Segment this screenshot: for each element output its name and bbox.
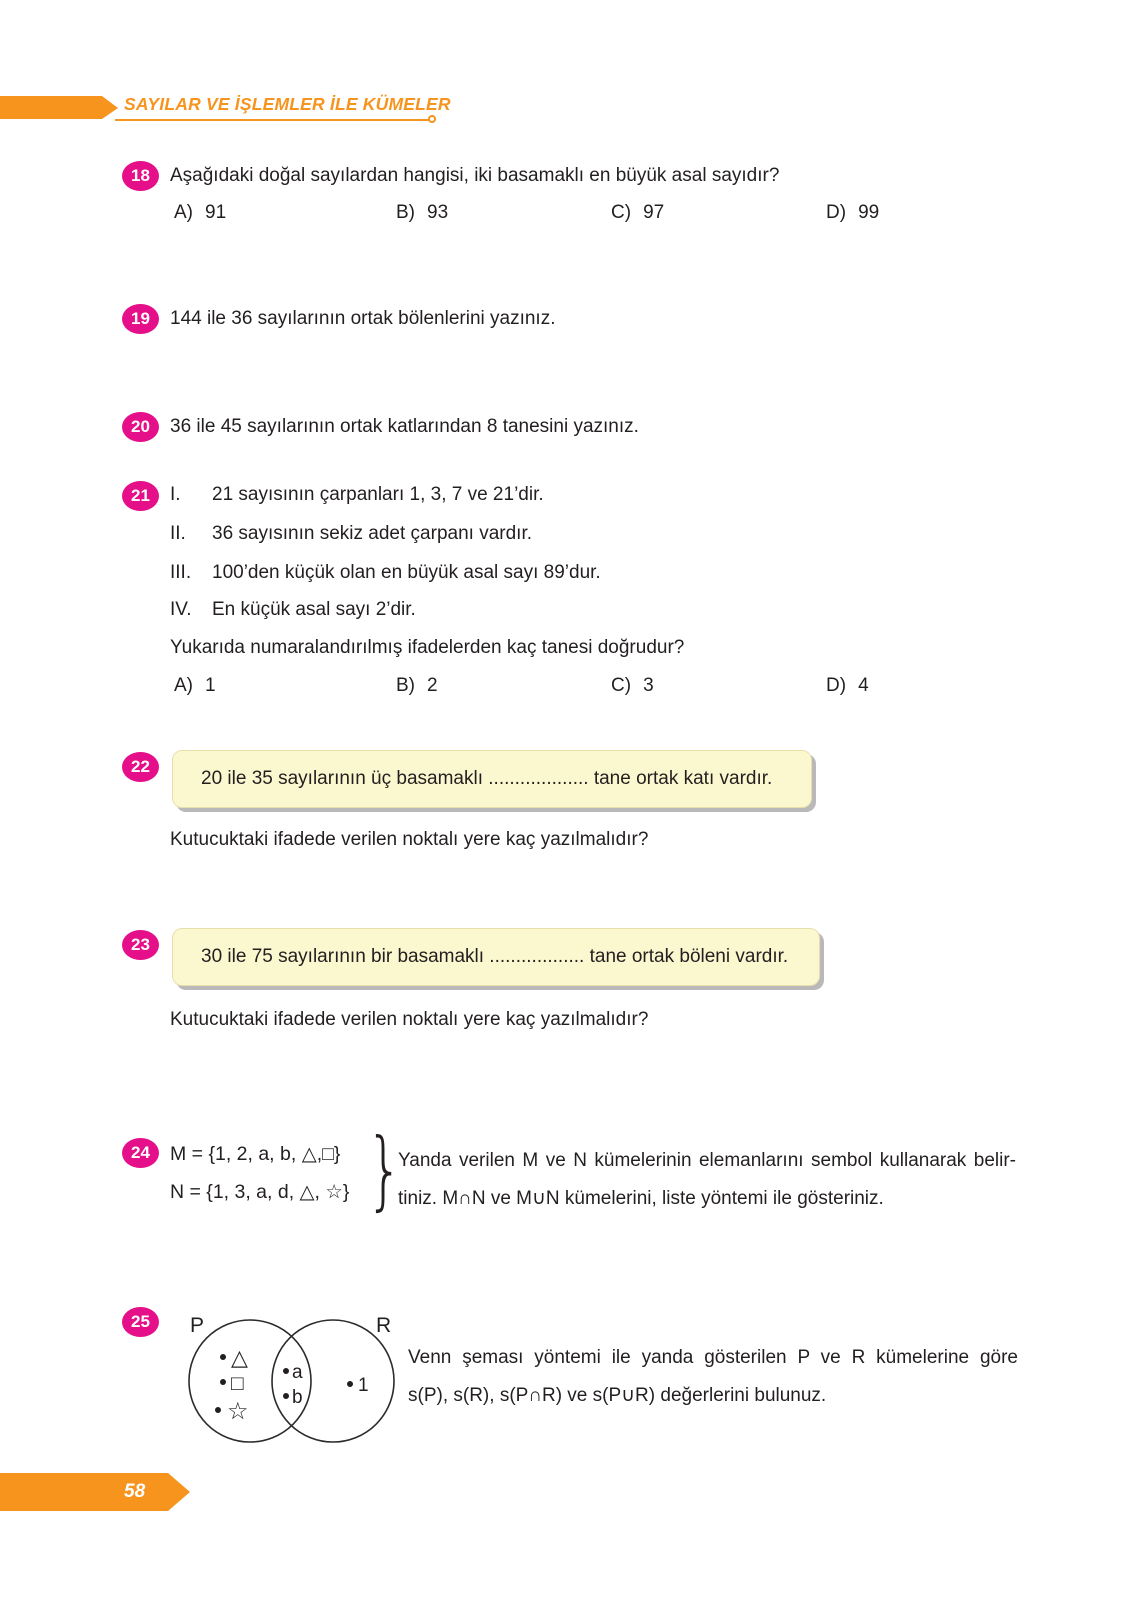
statement-text: En küçük asal sayı 2’dir. [212, 599, 416, 620]
header-end-ring-icon [428, 115, 436, 123]
question-24-text-line1: Yanda verilen M ve N kümelerinin elemanlarını sembol kullanarak belir- [398, 1150, 1016, 1171]
statement-row [0, 599, 1134, 625]
bullet-dot [220, 1379, 226, 1385]
bullet-dot [283, 1393, 289, 1399]
venn-p-item-triangle: △ [231, 1345, 248, 1370]
venn-diagram [173, 1300, 473, 1460]
option-value: 93 [427, 202, 449, 223]
question-18-badge: 18 [122, 161, 159, 191]
question-25-badge: 25 [122, 1307, 159, 1337]
option-value: 99 [858, 202, 880, 223]
option-c [611, 675, 654, 697]
statement-text: 100’den küçük olan en büyük asal sayı 89’dur. [212, 562, 601, 583]
question-24-text-line2: tiniz. M∩N ve M∪N kümelerini, liste yöntemi ile gösteriniz. [398, 1188, 884, 1209]
question-21-options [0, 675, 1134, 701]
question-21-text: Yukarıda numaralandırılmış ifadelerden kaç tanesi doğrudur? [170, 637, 685, 658]
question-19-text: 144 ile 36 sayılarının ortak bölenlerini yazınız. [170, 308, 556, 329]
set-m-definition: M = {1, 2, a, b, △,□} [170, 1143, 341, 1165]
option-b [396, 675, 438, 697]
bullet-dot [283, 1368, 289, 1374]
question-22-badge: 22 [122, 752, 159, 782]
statement-numeral: II. [170, 523, 186, 544]
fill-box-text: 30 ile 75 sayılarının bir basamaklı .................. tane ortak böleni vardır. [201, 946, 789, 967]
option-a [174, 202, 226, 224]
header-underline [115, 119, 429, 121]
venn-p-item-square: □ [231, 1372, 244, 1395]
option-d [826, 202, 879, 224]
question-25-text-line2: s(P), s(R), s(P∩R) ve s(P∪R) değerlerini bulunuz. [408, 1385, 827, 1406]
option-letter: B) [396, 675, 415, 696]
statement-numeral: III. [170, 562, 192, 583]
question-20-text: 36 ile 45 sayılarının ortak katlarından 8 tanesini yazınız. [170, 416, 639, 437]
statement-row [0, 484, 1134, 510]
option-letter: D) [826, 202, 847, 223]
venn-circle-r [272, 1320, 394, 1442]
option-letter: D) [826, 675, 847, 696]
page-title: SAYILAR VE İŞLEMLER İLE KÜMELER [124, 94, 451, 114]
bullet-dot [215, 1407, 221, 1413]
option-letter: A) [174, 202, 193, 223]
question-25-text-line1: Venn şeması yöntemi ile yanda gösterilen P ve R kümelerine göre [408, 1347, 1018, 1368]
question-24-badge: 24 [122, 1138, 159, 1168]
option-letter: C) [611, 202, 632, 223]
venn-intersection-item-b: b [292, 1387, 303, 1408]
venn-label-p: P [190, 1314, 205, 1337]
question-23-fill-box [172, 928, 820, 986]
bullet-dot [220, 1354, 226, 1360]
option-value: 3 [643, 675, 654, 696]
question-18-options [0, 202, 1134, 228]
option-letter: C) [611, 675, 632, 696]
option-letter: B) [396, 202, 415, 223]
question-23-badge: 23 [122, 930, 159, 960]
question-19-badge: 19 [122, 304, 159, 334]
header-arrow-band [0, 96, 118, 119]
question-22-fill-box [172, 750, 812, 808]
venn-r-item-1: 1 [358, 1375, 369, 1396]
statement-text: 36 sayısının sekiz adet çarpanı vardır. [212, 523, 533, 544]
statement-row [0, 562, 1134, 588]
set-n-definition: N = {1, 3, a, d, △, ☆} [170, 1181, 350, 1203]
page-number: 58 [124, 1481, 146, 1502]
question-23-text: Kutucuktaki ifadede verilen noktalı yere kaç yazılmalıdır? [170, 1009, 649, 1030]
question-18-text: Aşağıdaki doğal sayılardan hangisi, iki basamaklı en büyük asal sayıdır? [170, 165, 780, 186]
option-value: 1 [205, 675, 216, 696]
footer-arrow-band [0, 1473, 190, 1511]
statement-numeral: IV. [170, 599, 192, 620]
question-21-badge: 21 [122, 481, 159, 511]
fill-box-text: 20 ile 35 sayılarının üç basamaklı ................... tane ortak katı vardır. [201, 768, 773, 789]
question-20-badge: 20 [122, 412, 159, 442]
option-value: 4 [858, 675, 869, 696]
option-value: 97 [643, 202, 665, 223]
statement-numeral: I. [170, 484, 181, 505]
bullet-dot [347, 1381, 353, 1387]
option-d [826, 675, 869, 697]
option-c [611, 202, 664, 224]
statement-text: 21 sayısının çarpanları 1, 3, 7 ve 21’dir. [212, 484, 544, 505]
statement-row [0, 523, 1134, 549]
venn-intersection-item-a: a [292, 1362, 303, 1383]
venn-p-item-star: ☆ [227, 1398, 249, 1425]
option-value: 2 [427, 675, 438, 696]
option-b [396, 202, 448, 224]
question-22-text: Kutucuktaki ifadede verilen noktalı yere kaç yazılmalıdır? [170, 829, 649, 850]
option-a [174, 675, 216, 697]
option-value: 91 [205, 202, 227, 223]
right-brace: } [366, 1120, 404, 1220]
option-letter: A) [174, 675, 193, 696]
venn-label-r: R [376, 1314, 392, 1337]
